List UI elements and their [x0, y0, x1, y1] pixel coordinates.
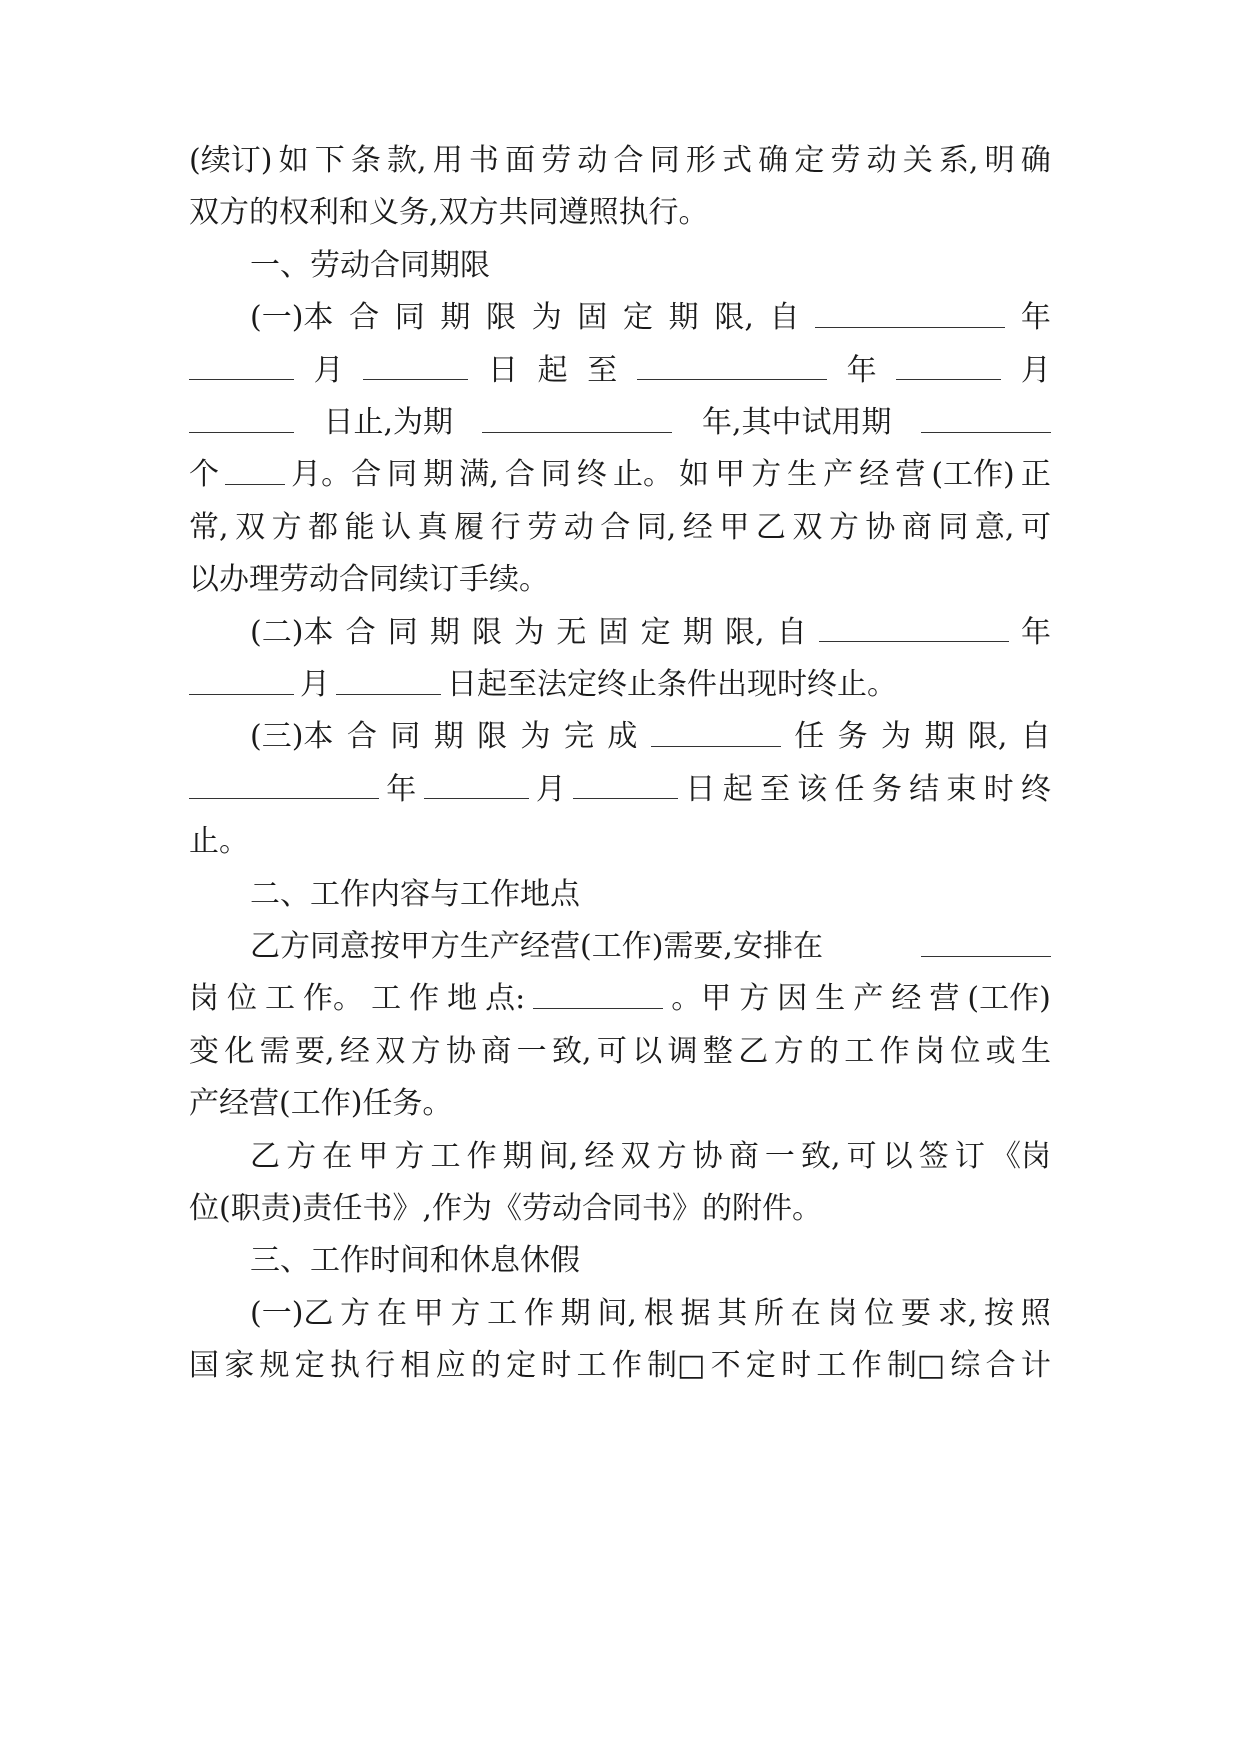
text-line	[189, 446, 1051, 504]
text-segment: 或	[985, 1033, 1016, 1069]
text-segment: 二、工作内容与工作地点	[250, 876, 580, 912]
text-segment: 位	[950, 1033, 981, 1069]
text-segment: 其	[717, 1295, 748, 1331]
fill-in-blank[interactable]	[189, 798, 379, 799]
text-segment: 需	[259, 1033, 290, 1069]
text-segment: 无	[556, 614, 587, 650]
text-segment: 自	[776, 614, 807, 650]
text-segment: 都	[308, 509, 339, 545]
text-segment: 方	[450, 1295, 481, 1331]
text-segment: (一)乙	[250, 1295, 334, 1331]
text-segment: 月	[535, 771, 566, 807]
text-segment: 下	[314, 143, 345, 178]
fill-in-blank[interactable]	[637, 379, 827, 380]
text-segment: 可	[1020, 509, 1051, 545]
text-segment: 方	[271, 509, 302, 545]
text-segment: 定	[623, 300, 654, 336]
text-segment: 整	[702, 1033, 733, 1069]
text-segment: 甲	[413, 1295, 444, 1331]
text-segment: 可	[846, 1138, 877, 1174]
text-segment: 合	[349, 300, 380, 336]
fill-in-blank[interactable]	[896, 379, 1001, 380]
text-segment: 双	[375, 1033, 406, 1069]
text-segment: 一	[764, 1138, 795, 1174]
text-segment: 固	[598, 614, 629, 650]
text-segment: 作	[879, 1033, 910, 1069]
text-segment: 限	[472, 614, 503, 650]
text-segment: 综	[950, 1348, 981, 1384]
text-line	[250, 708, 1051, 766]
text-segment: 一、劳动合同期限	[250, 247, 490, 283]
text-segment: 日起至法定终止条件出现时终止。	[447, 667, 897, 702]
text-segment: 年	[846, 352, 877, 388]
text-segment: 年	[1020, 300, 1051, 336]
fill-in-blank[interactable]	[921, 432, 1051, 433]
text-segment: 同	[387, 457, 418, 493]
text-segment: 岗	[189, 981, 219, 1017]
text-segment: 三、工作时间和休息休假	[250, 1243, 580, 1279]
text-segment: 产经营(工作)任务。	[189, 1086, 453, 1122]
text-segment: 系,	[938, 143, 979, 178]
text-segment: 日	[487, 352, 518, 388]
text-segment: 定	[745, 1348, 776, 1384]
text-line	[189, 761, 1051, 819]
text-segment: 务	[871, 771, 902, 807]
fill-in-blank[interactable]	[533, 1008, 663, 1009]
text-segment: 工	[576, 1348, 607, 1384]
text-line	[189, 342, 1051, 400]
text-segment: 规	[259, 1348, 290, 1384]
text-segment: 间,	[597, 1295, 637, 1331]
text-segment: 作	[523, 1295, 554, 1331]
text-segment: 期	[423, 457, 454, 493]
text-segment: 方	[773, 1033, 804, 1069]
text-line	[189, 499, 1051, 557]
text-segment: 化	[224, 1033, 255, 1069]
text-line	[250, 918, 1051, 976]
text-line	[189, 656, 1051, 714]
text-segment: 位	[864, 1295, 895, 1331]
fill-in-blank[interactable]	[819, 641, 1009, 642]
text-segment: 间,	[538, 1138, 579, 1174]
text-segment: 所	[753, 1295, 784, 1331]
text-segment: 签	[918, 1138, 949, 1174]
text-segment: 认	[381, 509, 412, 545]
text-segment: 双方的权利和义务,双方共同遵照执行。	[189, 195, 709, 231]
text-segment: 甲	[715, 457, 746, 493]
fill-in-blank[interactable]	[573, 798, 678, 799]
text-segment: 至	[759, 771, 790, 807]
text-segment: 营	[895, 457, 926, 493]
text-segment: 形	[685, 143, 716, 178]
text-segment: 商	[481, 1033, 512, 1069]
text-line	[189, 1023, 1051, 1081]
text-segment: 年	[386, 771, 417, 807]
text-segment: 工	[265, 981, 296, 1017]
text-segment: 乙	[738, 1033, 769, 1069]
text-segment: 调	[667, 1033, 698, 1069]
text-segment: 照	[1020, 1295, 1051, 1331]
text-segment: 方	[828, 509, 859, 545]
text-segment: 方	[656, 1138, 687, 1174]
text-segment: 岗	[827, 1295, 858, 1331]
text-segment: 同	[540, 457, 571, 493]
text-segment: 限,	[967, 719, 1008, 755]
text-segment: 岗	[914, 1033, 945, 1069]
text-segment: 限	[486, 300, 517, 336]
text-segment: 合	[985, 1348, 1016, 1384]
text-segment: 作	[466, 1138, 497, 1174]
fill-in-blank[interactable]	[921, 956, 1051, 957]
text-segment: 双	[620, 1138, 651, 1174]
text-segment: 为	[514, 614, 545, 650]
text-segment: 同	[938, 509, 969, 545]
text-segment: 期	[433, 719, 464, 755]
text-segment: 要,	[295, 1033, 335, 1069]
text-segment: 可	[596, 1033, 627, 1069]
text-segment: 止。	[612, 457, 673, 493]
text-segment: 经	[682, 509, 713, 545]
text-segment: 期	[682, 614, 713, 650]
text-segment: 制□	[886, 1348, 946, 1384]
text-segment: (工作)	[967, 981, 1051, 1017]
fill-in-blank[interactable]	[336, 694, 441, 695]
text-segment: 同	[394, 300, 425, 336]
text-segment: 在	[790, 1295, 821, 1331]
text-segment: 行	[490, 509, 521, 545]
text-segment: 日止,为期	[323, 405, 454, 440]
text-segment: 经	[859, 457, 890, 493]
text-segment: 月	[300, 667, 330, 702]
text-segment: 自	[769, 300, 800, 336]
text-segment: 关	[902, 143, 933, 178]
text-segment: 合	[613, 143, 644, 178]
text-segment: 同	[390, 719, 421, 755]
text-segment: 致,	[551, 1033, 592, 1069]
text-segment: 商	[901, 509, 932, 545]
text-segment: 计	[1020, 1348, 1051, 1384]
text-segment: 要	[900, 1295, 931, 1331]
text-segment: 方	[739, 981, 770, 1017]
text-segment: 月	[313, 352, 344, 388]
text-segment: 为	[531, 300, 562, 336]
text-line	[189, 1180, 1051, 1238]
text-segment: 工	[487, 1295, 518, 1331]
text-segment: 年,其中试用期	[701, 405, 892, 440]
text-segment: 个	[189, 457, 219, 493]
text-segment: 成	[607, 719, 638, 755]
text-line	[189, 1075, 1051, 1133]
text-segment: 动	[563, 509, 594, 545]
fill-in-blank[interactable]	[189, 379, 294, 380]
text-segment: 任	[794, 719, 825, 755]
text-segment: (一)本	[250, 300, 334, 336]
text-segment: 国	[189, 1348, 219, 1384]
text-segment: 正	[1020, 457, 1051, 493]
text-segment: 满,	[459, 457, 499, 493]
text-line	[189, 132, 1051, 190]
text-segment: (三)本	[250, 719, 334, 755]
text-segment: 意,	[974, 509, 1015, 545]
fill-in-blank[interactable]	[189, 432, 294, 433]
text-segment: 期	[668, 300, 699, 336]
text-segment: 工	[371, 981, 402, 1017]
text-segment: 商	[728, 1138, 759, 1174]
text-segment: 地	[447, 981, 478, 1017]
text-line	[250, 289, 1051, 347]
text-segment: 作。	[303, 981, 364, 1017]
text-segment: 限	[477, 719, 508, 755]
text-segment: 工	[844, 1033, 875, 1069]
text-segment: 书	[468, 143, 499, 178]
text-segment: 起	[722, 771, 753, 807]
text-segment: 以	[632, 1033, 663, 1069]
text-segment: 劳	[527, 509, 558, 545]
text-segment: (二)本	[250, 614, 334, 650]
text-segment: 甲	[719, 509, 750, 545]
text-segment: 方	[394, 1138, 425, 1174]
text-segment: 生	[1021, 1033, 1051, 1069]
text-segment: 动	[577, 143, 608, 178]
fill-in-blank[interactable]	[363, 379, 468, 380]
text-segment: 以	[882, 1138, 913, 1174]
text-line	[250, 1285, 1051, 1343]
text-segment: 为	[520, 719, 551, 755]
text-segment: 时	[541, 1348, 572, 1384]
text-segment: 结	[909, 771, 940, 807]
text-segment: 协	[445, 1033, 476, 1069]
text-segment: 至	[587, 352, 618, 388]
text-segment: 劳	[541, 143, 572, 178]
text-segment: 营	[929, 981, 960, 1017]
text-segment: 的	[808, 1033, 839, 1069]
text-segment: 月。合	[291, 457, 382, 493]
text-segment: 确	[758, 143, 789, 178]
fill-in-blank[interactable]	[815, 327, 1005, 328]
text-line	[250, 1128, 1051, 1186]
text-segment: 常,	[189, 509, 229, 545]
text-segment: 行	[365, 1348, 396, 1384]
text-segment: 因	[777, 981, 808, 1017]
text-segment: 工	[430, 1138, 461, 1174]
text-segment: 合	[346, 719, 377, 755]
text-segment: 根	[643, 1295, 674, 1331]
text-segment: 月	[1020, 352, 1051, 388]
text-segment: 能	[344, 509, 375, 545]
text-segment: 不	[710, 1348, 741, 1384]
text-segment: 作	[409, 981, 440, 1017]
text-segment: 方	[751, 457, 782, 493]
text-segment: 经	[339, 1033, 370, 1069]
text-segment: 同,	[636, 509, 677, 545]
text-segment: 时	[983, 771, 1014, 807]
text-segment: 明	[984, 143, 1015, 178]
text-segment: 的	[470, 1348, 501, 1384]
text-segment: 同	[387, 614, 418, 650]
text-segment: 在	[376, 1295, 407, 1331]
text-segment: 限,	[724, 614, 765, 650]
text-segment: 以办理劳动合同续订手续。	[189, 562, 549, 598]
text-segment: 产	[853, 981, 884, 1017]
text-segment: 期	[440, 300, 471, 336]
text-segment: 点:	[485, 981, 526, 1017]
text-line	[250, 237, 1051, 295]
text-segment: (续订)	[189, 143, 273, 178]
text-segment: 终	[1020, 771, 1051, 807]
text-segment: 据	[680, 1295, 711, 1331]
text-segment: 工	[816, 1348, 847, 1384]
text-segment: 合	[504, 457, 535, 493]
text-segment: 协	[865, 509, 896, 545]
text-segment: 期	[924, 719, 955, 755]
text-segment: 定	[640, 614, 671, 650]
text-segment: 固	[577, 300, 608, 336]
text-segment: 款,	[387, 143, 427, 178]
text-segment: 束	[946, 771, 977, 807]
text-segment: 经	[891, 981, 922, 1017]
text-segment: 合	[345, 614, 376, 650]
text-segment: 甲	[358, 1138, 389, 1174]
text-segment: 止。	[189, 824, 249, 860]
text-segment: 年	[1021, 614, 1051, 650]
text-segment: 劳	[830, 143, 861, 178]
text-segment: 执	[329, 1348, 360, 1384]
text-segment: 日	[685, 771, 716, 807]
text-segment: 定	[506, 1348, 537, 1384]
text-segment: 乙	[250, 1138, 280, 1174]
text-segment: 一	[516, 1033, 547, 1069]
text-segment: 方	[286, 1138, 317, 1174]
text-segment: 《岗	[990, 1138, 1051, 1174]
text-segment: 同	[649, 143, 680, 178]
text-segment: 自	[1020, 719, 1051, 755]
text-segment: 双	[235, 509, 266, 545]
text-segment: 作	[611, 1348, 642, 1384]
text-segment: 按	[984, 1295, 1015, 1331]
text-segment: 家	[224, 1348, 255, 1384]
text-segment: 变	[189, 1033, 219, 1069]
text-segment: 该	[797, 771, 828, 807]
text-segment: 订	[954, 1138, 985, 1174]
text-segment: 位	[227, 981, 258, 1017]
text-segment: 履	[454, 509, 485, 545]
text-segment: 产	[823, 457, 854, 493]
text-segment: 双	[792, 509, 823, 545]
text-segment: 定	[794, 143, 825, 178]
text-segment: 限,	[714, 300, 754, 336]
text-segment: 期	[560, 1295, 591, 1331]
text-segment: 应	[435, 1348, 466, 1384]
text-segment: 面	[505, 143, 536, 178]
text-line	[189, 184, 1051, 242]
text-segment: 时	[781, 1348, 812, 1384]
text-segment: 务	[837, 719, 868, 755]
text-line	[189, 1337, 1051, 1395]
text-segment: 条	[350, 143, 381, 178]
text-segment: 求,	[937, 1295, 978, 1331]
text-segment: 作	[851, 1348, 882, 1384]
text-segment: 定	[294, 1348, 325, 1384]
text-segment: 生	[815, 981, 846, 1017]
text-segment: 动	[866, 143, 897, 178]
fill-in-blank[interactable]	[424, 798, 529, 799]
text-segment: 方	[410, 1033, 441, 1069]
text-segment: 方	[340, 1295, 371, 1331]
text-segment: 如	[679, 457, 710, 493]
text-segment: (工作)	[931, 457, 1015, 493]
text-segment: 乙方同意按甲方生产经营(工作)需要,安排在	[250, 929, 823, 964]
text-segment: 合	[600, 509, 631, 545]
text-segment: 期	[429, 614, 460, 650]
fill-in-blank[interactable]	[651, 746, 781, 747]
text-segment: 在	[322, 1138, 353, 1174]
text-segment: 协	[692, 1138, 723, 1174]
text-segment: 制□	[647, 1348, 706, 1384]
text-segment: 致,	[800, 1138, 841, 1174]
text-segment: 真	[417, 509, 448, 545]
text-segment: 相	[400, 1348, 431, 1384]
text-line	[189, 394, 1051, 452]
text-line	[189, 551, 1051, 609]
text-line	[250, 866, 1051, 924]
text-segment: 为	[881, 719, 912, 755]
text-segment: 确	[1020, 143, 1051, 178]
text-line	[250, 604, 1051, 662]
text-line	[250, 1232, 1051, 1290]
text-segment: 终	[576, 457, 607, 493]
fill-in-blank[interactable]	[225, 484, 285, 485]
text-segment: 用	[432, 143, 463, 178]
text-segment: 经	[584, 1138, 615, 1174]
text-segment: 起	[537, 352, 568, 388]
text-segment: 完	[563, 719, 594, 755]
text-segment: 式	[722, 143, 752, 178]
text-segment: 位(职责)责任书》,作为《劳动合同书》的附件。	[189, 1191, 822, 1226]
text-segment: 生	[787, 457, 818, 493]
text-segment: 乙	[755, 509, 786, 545]
text-line	[189, 813, 1051, 871]
fill-in-blank[interactable]	[482, 432, 672, 433]
text-line	[189, 970, 1051, 1028]
text-segment: 期	[502, 1138, 533, 1174]
text-segment: 如	[278, 143, 309, 178]
text-segment: 任	[834, 771, 865, 807]
text-segment: 。甲	[671, 981, 732, 1017]
fill-in-blank[interactable]	[189, 694, 294, 695]
